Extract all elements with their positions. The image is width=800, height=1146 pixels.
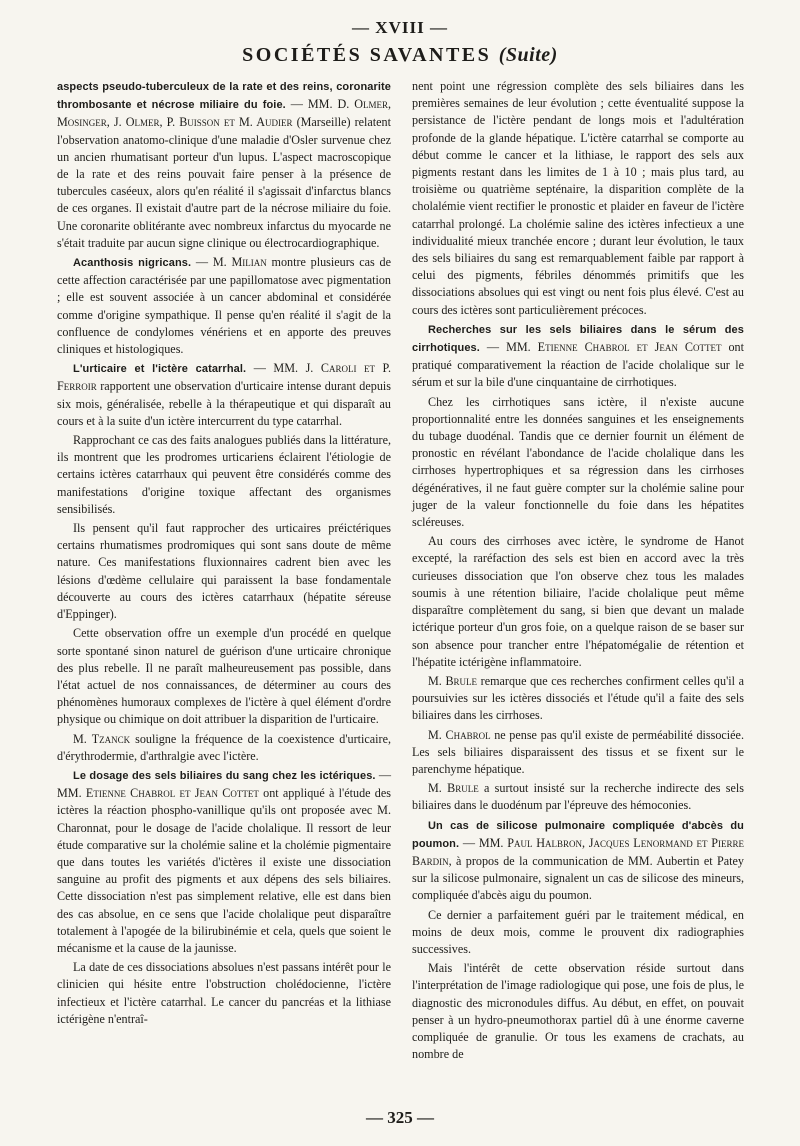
report-acanthosis — [57, 254, 391, 358]
section-title-main: SOCIÉTÉS SAVANTES — [242, 44, 492, 66]
report-authors: Chabrol — [445, 727, 491, 742]
report-authors: — MM. Etienne Chabrol et Jean Cottet — [57, 767, 391, 801]
report-dosage — [57, 767, 391, 957]
report-title: Acanthosis nigricans. — [73, 257, 192, 270]
paragraph-text: La date de ces dissociations absolues n'est passans intérêt pour le clinicien qui hésite entre l'obstruction cholédocienne, l'ictère infectieux et l'ictère catarrhal. Le cancer du pancréas et la lithiase ictérigène n'entraî- — [57, 960, 391, 1026]
dash-prefix: M. — [73, 731, 92, 746]
report-authors: Brule — [445, 673, 478, 688]
report-authors: — MM. Paul Halbron, Jacques Lenormand et Pierre Bardin — [412, 835, 744, 868]
paragraph-text: Rapprochant ce cas des faits analogues publiés dans la littérature, ils montrent que les prodromes urticariens éclairent l'étiologie de certains ictères catarrhaux qui peuvent être considérés comme des manifestations d'origine toxique affectant des organismes sensibilisés. — [57, 433, 391, 516]
report-authors: — MM. J. Caroli et P. Ferroir — [57, 361, 391, 394]
section-numeral: — XVIII — — [352, 18, 448, 37]
paragraph-text: Ce dernier a parfaitement guéri par le traitement médical, en moins de deux mois, comme le prouvent dix radiographies successives. — [412, 907, 744, 956]
paragraph-text: Mais l'intérêt de cette observation réside surtout dans l'interprétation de l'image radiologique qui pose, une fois de plus, le diagnostic des micronodules diffus. Au début, en effet, on pouvait penser à un hydro-pneumothorax partiel dû à une énorme caverne compliquée de granulie. Or tous les examens de crachats, au nombre de — [412, 961, 744, 1062]
report-tzanck — [57, 731, 391, 765]
report-authors: — MM. Etienne Chabrol et Jean Cottet — [479, 340, 722, 355]
report-title: Un cas de silicose pulmonaire compliquée d'abcès du poumon. — [412, 819, 744, 850]
paragraph-text: remarque que ces recherches confirment celles qu'il a poursuivies sur les ictères dissociés et l'étude qu'il a faite des sels biliaires dans les cirrhoses. — [412, 673, 744, 723]
paragraph-text: ont pratiqué comparativement la réaction de l'acide cholalique sur le sérum et sur la bile d'une cinquantaine de cirrhotiques. — [412, 340, 744, 390]
report-osler — [57, 78, 391, 252]
paragraph-text: a surtout insisté sur la recherche indirecte des sels biliaires dans le duodénum par l'épreuve des hémoconies. — [412, 781, 744, 813]
report-authors: Tzanck — [91, 731, 131, 746]
report-title: Recherches sur les sels biliaires dans le sérum des cirrhotiques. — [412, 323, 744, 355]
report-chabrol — [412, 727, 744, 779]
report-authors: — MM. D. Olmer, Mosinger, J. Olmer, P. Buisson et M. Audier — [57, 97, 391, 130]
right-column — [412, 78, 744, 1063]
paragraph-text: (Marseille) relatent l'observation anatomo-clinique d'une maladie d'Osler survenue chez un ancien rhumatisant porteur d'un lupus. L'aspect macroscopique de la rate et des reins pouvait faire penser à la présence de tubercules caséeux, alors qu'en réalité il s'agissait d'infarctus blancs de ces organes. Il existait d'autre part de la nécrose miliaire du foie. Une coronarite oblitérante avec nombreux infarctus du myocarde ne s'était traduite par aucun signe clinique ou électrocardiographique. — [57, 115, 391, 250]
paragraph-text: ne pense pas qu'il existe de perméabilité dissociée. Les sels biliaires disparaissent des tissus et se fixent sur le parenchyme hépatique. — [412, 727, 744, 776]
report-title: Le dosage des sels biliaires du sang chez les ictériques. — [73, 769, 376, 782]
paragraph-text: Au cours des cirrhoses avec ictère, le syndrome de Hanot excepté, la raréfaction des sels est bien en accord avec la très curieuses dissociation que l'on observe chez tous les malades soumis à une rétention biliaire, l'acide cholalique peut même disparaître complètement du sang, si bien que devant un malade ictérique porteur d'un gros foie, on a quelque raison de se baser sur son absence pour trancher entre l'hépatomégalie de rétention et l'hépatite ictérigène inflammatoire. — [412, 534, 744, 669]
report-authors: Milian — [231, 255, 267, 270]
report-authors: Brule — [447, 781, 479, 796]
paragraph-text: Ils pensent qu'il faut rapprocher des urticaires préictériques certains rhumatismes prodromiques qui sont sans doute de même nature. Ces manifestations fluxionnaires cadrent bien avec les lésions d'œdème cellulaire qui paraissent la base fondamentale découverte au cours des ictères catarrhaux (hépatite séreuse d'Eppinger). — [57, 521, 391, 622]
paragraph-text: , à propos de la communication de MM. Aubertin et Patey sur la silicose pulmonaire, signalent un cas de silicose des mineurs, compliquée d'abcès aigu du poumon. — [412, 853, 744, 903]
page-number: — 325 — — [366, 1108, 434, 1127]
paragraph-text: souligne la fréquence de la coexistence d'urticaire, d'érythrodermie, d'arthralgie avec l'ictère. — [57, 731, 391, 763]
paragraph-text: ont appliqué à l'étude des ictères la réaction phospho-vanillique qu'ils ont proposée avec M. Charonnat, pour le dosage de l'acide cholalique. Il ressort de leur étude comparative sur la cholémie saline et la cholémie pigmentaire que dans toutes les variétés d'ictères il existe une dissociation sanguine au profit des pigments et aux dépens des sels biliaires. Cette dissociation n'est pas simplement relative, elle est dans bien des cas absolue, en ce sens que l'acide cholalique peut disparaître totalement à l'apogée de la bilirubinémie et cela, quels que soient le mécanisme et la cause de la jaunisse. — [57, 786, 391, 955]
report-title: L'urticaire et l'ictère catarrhal. — [73, 363, 247, 376]
section-title-suite: (Suite) — [498, 44, 558, 66]
report-cirrhotiques — [412, 321, 744, 392]
report-brule-1 — [412, 673, 744, 725]
report-title: aspects pseudo-tuberculeux de la rate et des reins, coronarite thrombosante et nécrose miliaire du foie. — [57, 81, 391, 112]
dash-prefix: M. — [428, 673, 446, 688]
dash-prefix: M. — [428, 727, 446, 742]
section-title — [0, 44, 800, 67]
paragraph-text: nent point une régression complète des sels biliaires dans les premières semaines de leur évolution ; cette éventualité suppose la persistance de l'ictère pendant de longs mois et l'adultération profonde de la glande hépatique. L'ictère catarrhal se comporte au début comme le cancer et la lithiase, le rapport des sels aux pigments restant dans les limites de 1 à 10 ; mais plus tard, au troisième ou quatrième septénaire, la disparition complète de la cholalémie vient rectifier le pronostic et plaider en faveur de l'ictère catarrhal prolongé. La cholémie saline des ictères infectieux a une individualité mieux tranchée encore ; durant leur évolution, le taux des sels biliaires du sang est remarquablement faible par rapport à celui des pigments, fébriles dénommés primitifs que les dissociations absolues qui est vingt ou nent fois plus élevé. C'est au cours des ictères sont particulièrement précoces. — [412, 79, 744, 317]
dash-prefix: M. — [428, 781, 448, 796]
left-column — [57, 78, 391, 1028]
paragraph-text: Chez les cirrhotiques sans ictère, il n'existe aucune proportionnalité entre les données sanguines et les enseignements du tubage duodénal. Tandis que ce dernier fournit un élément de pronostic en révélant l'abondance de l'acide cholalique dans les cirrhoses hypertrophiques et sa régression dans les cirrhoses dégénératives, il ne faut guère compter sur la cholémie saline pour juger de la valeur fonctionnelle du foie dans les hépatites scléreuses. — [412, 394, 744, 530]
dash-prefix: — M. — [191, 255, 232, 270]
paragraph-text: montre plusieurs cas de cette affection caractérisée par une papillomatose avec pigmentation ; elle est souvent associée à un cancer abdominal et considérée comme d'origine sympathique. Il pense qu'en réalité il s'agit de la confluence de condylomes vénériens et en apporte des preuves cliniques et histologiques. — [57, 255, 391, 357]
report-silicose — [412, 817, 744, 905]
report-urticaire — [57, 360, 391, 430]
paragraph-text: rapportent une observation d'urticaire intense durant depuis six mois, généralisée, rebelle à la thérapeutique et qui disparaît au cours et à la suite d'un ictère intercurrent du type catarrhal. — [57, 379, 391, 428]
report-brule-2 — [412, 780, 744, 814]
paragraph-text: Cette observation offre un exemple d'un procédé en quelque sorte spontané sinon naturel de guérison d'une urticaire chronique des plus rebelle. Il ne paraît malheureusement pas possible, dans l'état actuel de nos connaissances, de déterminer au cours des phénomènes humoraux complexes de l'ictère à quel élément d'ordre physique ou chimique on doit attribuer la disparition de l'urticaire. — [57, 626, 391, 727]
